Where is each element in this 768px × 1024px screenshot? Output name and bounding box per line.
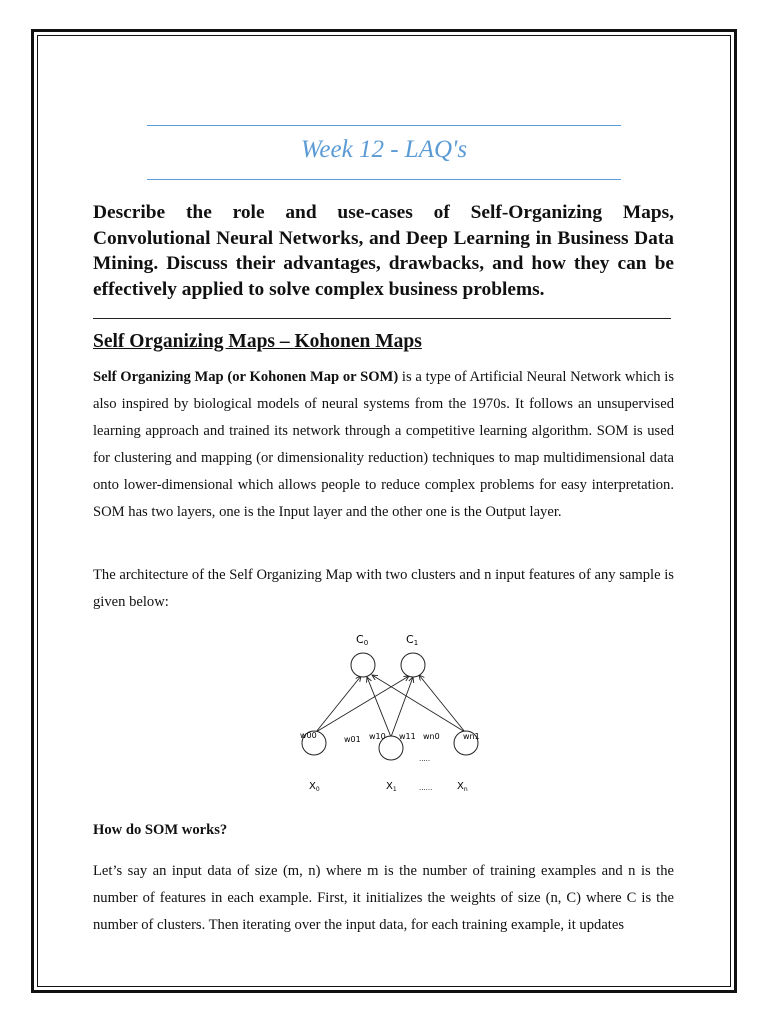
weight-label-w11: w11 [399,732,416,741]
paragraph-som-intro [93,364,674,526]
input-label-x0: $X_0$ [309,781,320,793]
som-term: Self Organizing Map (or Kohonen Map or SOM) [93,369,399,385]
title-rule-bottom [147,179,621,180]
question-divider [93,318,671,319]
input-label-xn: $X_n$ [457,781,468,793]
input-label-x1: $X_1$ [386,781,397,793]
output-label-c0: C0 [356,633,369,647]
weight-label-w01: w01 [344,735,361,744]
output-node-c1 [401,653,425,677]
som-architecture-diagram [295,625,495,795]
weight-label-w00: w00 [300,731,317,740]
diagram-ellipsis-middle: ..... [419,755,431,763]
subheading-how-som-works: How do SOM works? [93,822,228,838]
paragraph-how-som-works: Let’s say an input data of size (m, n) where m is the number of training examples and n is the number of features in each example. First, it initializes the weights of size (n, C) where C is the number of clusters. Then iterating over the input data, for each training example, it updates [93,863,674,933]
output-node-c0 [351,653,375,677]
weight-label-wn1: wn1 [463,732,480,741]
connection-lines [316,675,465,737]
paragraph-architecture: The architecture of the Self Organizing Map with two clusters and n input features of any sample is given below: [93,567,674,610]
som-intro-text: is a type of Artificial Neural Network which is also inspired by biological models of neural systems from the 1970s. It follows an unsupervised learning approach and trained its network through a competitive learning algorithm. SOM is used for clustering and mapping (or dimensionality reduction) techniques to map multidimensional data onto lower-dimensional which allows people to reduce complex problems for easy interpretation. SOM has two layers, one is the Input layer and the other one is the Output layer. [93,369,674,520]
section-heading: Self Organizing Maps – Kohonen Maps [93,331,422,352]
page-title: Week 12 - LAQ's [300,136,468,163]
title-rule-top [147,125,621,126]
weight-label-w10: w10 [369,732,386,741]
question-text: Describe the role and use-cases of Self-Organizing Maps, Convolutional Neural Networks, and Deep Learning in Business Data Mining. Discuss their advantages, drawbacks, and how they can be effectively applied to solve complex business problems. [93,202,674,300]
diagram-ellipsis-bottom: ...... [419,784,433,792]
output-label-c1: C1 [406,633,419,647]
weight-label-wn0: wn0 [423,732,440,741]
